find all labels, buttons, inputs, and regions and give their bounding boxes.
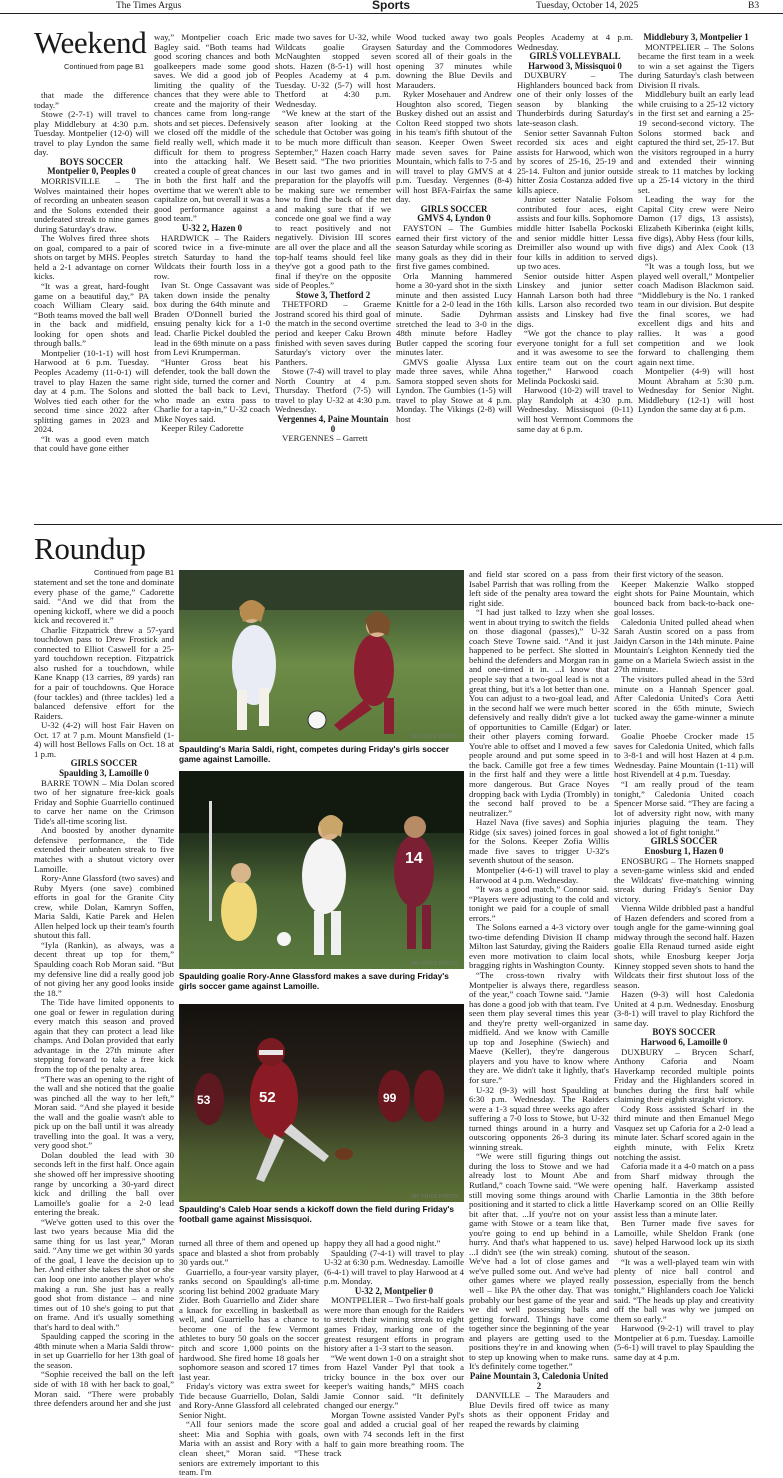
photo-goalie-save-image bbox=[179, 771, 464, 969]
paragraph: Caforia made it a 4-0 match on a pass from Sharf midway through the opening half. Haverkamp assisted Charlie Lamontia in the 38th before Haverkamp scored on an Ollie Reilly assist less than a minute later. bbox=[614, 1161, 754, 1219]
paragraph: Middlebury built an early lead while cruising to a 25-12 victory in the first set and earning a 25-19 second-second victory. The Solons stormed back and captured the third set, 25-17. But the visitors regrouped in a hurry and extended their winning streak to 11 matches by locking up a 25-14 victory in the third set. bbox=[638, 89, 754, 195]
paragraph: Hazen (9-3) will host Caledonia United at 4 p.m. Wednesday. Enosburg (3-8-1) will travel to play Richford the same day. bbox=[614, 989, 754, 1028]
subhead: Harwood 6, Lamoille 0 bbox=[640, 1036, 728, 1047]
subhead: GMVS 4, Lyndon 0 bbox=[417, 213, 491, 224]
paragraph: “I had just talked to Izzy when she went in about trying to switch the fields on those diagonal (passes),” U-32 coach Steve Towne said. “And it just happened to be perfect. She slotted in behind the defenders and Morgan ran in and one-timed it in. ...I know that people say that a two-goal lead is not a great thing, but it's a lot better than one. You can adjust to a two-goal lead, and in the second half we were much better defensively and really didn't give a lot of opportunities to Camille (Edgar) or their other players coming forward. You're able to offset and I moved a few people around and put some speed in the back. Camille got free a few times in the first half and they were a little more dangerous. But Grace Noyes dropping back with Lydia (Trombly) in the second half proved to be a neutralizer.” bbox=[469, 607, 609, 818]
paragraph: Keeper Makenzie Walko stopped eight shots for Paine Mountain, which bounced back from back-to-back one-goal losses. bbox=[614, 578, 754, 618]
subhead: Stowe 3, Thetford 2 bbox=[295, 289, 371, 300]
paragraph: Cody Ross assisted Scharf in the third minute and then Emanuel Mego Vasquez set up Caforia for a 2-0 lead a minute later. Scharf scored again in the eighth minute, with Felix Kretz notching the assist. bbox=[614, 1103, 754, 1162]
paragraph: “There was an opening to the right of the wall and she noticed that the goalie was pinched all the way to her left,” Moran said. “And she played it beside the wall and the goalie wasn't able to pick up on the ball until it was already travelling into the goal. It was a very, very good shot.” bbox=[34, 1073, 174, 1151]
paragraph: The visitors pulled ahead in the 53rd minute on a Hannah Spencer goal. After Caledonia United's Cora Aetti scored in the 65th minute, Swiech tucked away the game-winner a minute later. bbox=[614, 674, 754, 732]
subhead: GIRLS SOCCER bbox=[650, 836, 718, 847]
subhead: GIRLS SOCCER bbox=[420, 203, 488, 214]
paragraph: Caledonia United pulled ahead when Sarah Austin scored on a pass from Jaidyn Carson in the 14th minute. Paine Mountain's Leighton Kennedy tied the game on a Mariela Swiech assist in the 27th minute. bbox=[614, 616, 754, 675]
section-divider bbox=[34, 524, 782, 525]
subhead: BOYS SOCCER bbox=[59, 156, 124, 167]
svg-text:53: 53 bbox=[197, 1093, 211, 1107]
paragraph: MONTPELIER – Two first-half goals were more than enough for the Raiders to stretch their winning streak to eight games Friday, marking one of the greatest resurgent efforts in program history after a 1-3 start to the season. bbox=[324, 1295, 464, 1354]
subhead: Spaulding 3, Lamoille 0 bbox=[59, 767, 149, 778]
weekend-column-3 bbox=[275, 33, 391, 512]
subhead: Middlebury 3, Montpelier 1 bbox=[643, 32, 749, 42]
paragraph: “The cross-town rivalry with Montpelier is always there, regardless of the year,” coach Towne said. “Jamie has done a good job with that team. I've seen them play several times this year and they're pretty well-organized in midfield. And we know with Camille up top and Josephine (Swiech) and Maeve (Keller), they're dangerous players and you have to know where they are. We didn't take it lightly, that's for sure.” bbox=[469, 969, 609, 1085]
paragraph: “I am really proud of the team tonight,” Caledonia United coach Spencer Morse said. “They are facing a lot of adversity right now, with many injuries plaguing the team. They showed a lot of fight tonight.” bbox=[614, 779, 754, 837]
subhead: Enosburg 1, Hazen 0 bbox=[644, 845, 724, 856]
roundup-column-5 bbox=[614, 570, 754, 1450]
paragraph: “We went down 1-0 on a straight shot from Hazel Vander Pyl that took a tricky bounce in the box over our keeper's waiting hands,” MHS coach Jamie Connor said. “It definitely changed our energy.” bbox=[324, 1352, 464, 1411]
weekend-column-5 bbox=[517, 33, 633, 512]
photo-girls-soccer-saldi-image bbox=[179, 570, 464, 742]
subhead: U-32 2, Montpelier 0 bbox=[354, 1285, 434, 1296]
photo-caption: Spaulding's Caleb Hoar sends a kickoff down the field during Friday's football game against Missisquoi. bbox=[179, 1204, 455, 1224]
weekend-continued-line: Continued from page B1 bbox=[64, 62, 145, 71]
paragraph: Goalie Phoebe Crocker made 15 saves for Caledonia United, which falls to 3-8-1 and will host Hazen at 4 p.m. Wednesday. Paine Mountain (1-11) will host Rivendell at 4 p.m. Tuesday. bbox=[614, 731, 754, 780]
svg-text:52: 52 bbox=[259, 1089, 276, 1106]
svg-text:14: 14 bbox=[405, 850, 423, 867]
roundup-column-4 bbox=[469, 570, 609, 1450]
paragraph: “We knew at the start of the season after looking at the schedule that October was going to be much more difficult than September,” Hazen coach Harry Besett said. “The two priorities in our last two games and in preparation for the playoffs will be making sure we remember how to find the back of the net and making sure that if we concede one goal we find a way to react positively and not negatively. Division III scores are all over the place and all the top-half teams should feel like they've got a good path to the final if they're on the opposite side of Peoples.” bbox=[275, 108, 391, 291]
paragraph: Montpelier (4-6-1) will travel to play Harwood at 4 p.m. Wednesday. bbox=[469, 864, 609, 885]
paragraph: U-32 (9-3) will host Spaulding at 6:30 p.m. Wednesday. The Raiders were a 1-3 squad three weeks ago after suffering a 7-0 loss to Stowe, but U-32 turned things around in a hurry and outscoring opponents 26-3 during its winning streak. bbox=[469, 1084, 609, 1152]
subhead: Vergennes 4, Paine Mountain 0 bbox=[277, 413, 389, 434]
paragraph: and field star scored on a pass from Isabel Parrish that was rolling from the left side of the penalty area toward the right side. bbox=[469, 569, 609, 608]
paragraph: their first victory of the season. bbox=[614, 569, 724, 579]
subhead: Montpelier 0, Peoples 0 bbox=[47, 166, 136, 177]
paragraph: DUXBURY – Brycen Scharf, Anthony Caforia and Noam Haverkamp recorded multiple points Friday and the Highlanders scored in bunches during the first half while claiming their eighth straight victory. bbox=[614, 1046, 754, 1105]
paragraph: “It was a tough loss, but we played well overall,” Montpelier coach Madison Blackmon said. “Middlebury is the No. 1 ranked team in our division. But despite the final scores, we had excellent digs and hits and rallies. It was a good competition and we look forward to challenging them again next time. bbox=[638, 261, 754, 367]
paragraph: Junior setter Natalie Folsom contributed four aces, eight assists and four kills. Sophomore middle hitter Isabella Pockoski and senior middle hitter Lessa Dreimiller also wound up with four kills in addition to served up two aces. bbox=[517, 194, 633, 272]
photo-football-kickoff-image bbox=[179, 1004, 464, 1202]
paragraph: Morgan Towne assisted Vander Pyl's goal and added a crucial goal of her own with 74 seconds left in the first half to gain more breathing room. The track bbox=[324, 1409, 464, 1459]
photo-credit: JAY FRITZ PHOTO bbox=[410, 961, 458, 967]
paragraph: Orla Manning hammered home a 30-yard shot in the sixth minute and then assisted Lucy Knittle for a 2-0 lead in the 16th minute. Sadie Dyhrman stretched the lead to 3-0 in the 48th minute before Hadley Butler capped the scoring four minutes later. bbox=[396, 270, 512, 358]
paragraph: ENOSBURG – The Hornets snapped a seven-game winless skid and ended the Wildcats' five-matching winning streak during Friday's Senior Day victory. bbox=[614, 855, 754, 904]
subhead: U-32 2, Hazen 0 bbox=[181, 222, 243, 233]
paragraph: “We were still figuring things out during the loss to Stowe and we had already lost to Mount Abe and Rutland,” coach Towne said. “We were still moving some things around with positioning and it started to click a little bit after that. ...If you're not on your game with Stowe or a team like that, you're going to end up behind in a hurry. And that's what happened to us. ...I didn't see (the win streak) coming. We've had a lot of close games and we've pulled some out. And we've had other games where we played really well – like PA the other day. That was probably our best game of the year and we did well possessing balls and getting forward. Things have come together since the beginning of the year and players are getting used to the positions they're in and knowing when to step up knowing when to make runs. It's definitely come together.” bbox=[469, 1151, 609, 1372]
paragraph: happy they all had a good night.” bbox=[324, 1238, 441, 1248]
photo-football-kickoff bbox=[179, 1004, 464, 1202]
weekend-column-2 bbox=[154, 33, 270, 512]
svg-text:99: 99 bbox=[383, 1091, 397, 1105]
newspaper-name: The Times Argus bbox=[116, 1, 182, 11]
paragraph: “It was a well-played team win with plenty of nice ball control and possession, especially from the bench tonight,” Highlanders coach Joe Yalicki said. “The heads up play and creativity off the ball was why we jumped on them so early.” bbox=[614, 1256, 754, 1324]
subhead: GIRLS VOLLEYBALL bbox=[529, 51, 621, 62]
paragraph: that made the difference today.” bbox=[34, 90, 149, 110]
paragraph: Peoples Academy at 4 p.m. Wednesday. bbox=[517, 32, 633, 52]
paragraph: Charlie Fitzpatrick threw a 57-yard touchdown pass to Drew Frostick and connected to Elliot Caswell for a 25-yard touchdown reception. Fitzpatrick also rushed for a touchdown, while Kane Knapp (13 carries, 89 yards) ran for a pair of touchdowns. Que Horace (four tackles) and (three tackles) led a balanced defensive effort for the Raiders. bbox=[34, 624, 174, 721]
paragraph: “All four seniors made the score sheet: Mia and Sophia with goals, Maria with an assist and Rory with a clean sheet,” Moran said. “These seniors are extremely important to this team. I'm bbox=[179, 1419, 319, 1478]
paragraph: Vienna Wilde dribbled past a handful of Hazen defenders and scored from a tough angle for the game-winning goal midway through the second half. Hazen goalie Ella Renaud turned aside eight shots, while Enosburg keeper Jorja Kinney stopped seven shots to hand the Wildcats their first shutout loss of the season. bbox=[614, 903, 754, 990]
photo-girls-soccer-saldi bbox=[179, 570, 464, 742]
page-number: B3 bbox=[748, 1, 760, 11]
paragraph: Dolan doubled the lead with 30 seconds left in the first half. Once again she showed off her impressive shooting range by uncorking a 30-yard direct kick and drilling the ball over Lamoille's goalie for a 2-0 lead entering the break. bbox=[34, 1149, 174, 1218]
issue-date: Tuesday, October 14, 2025 bbox=[536, 1, 639, 11]
paragraph: Stowe (7-4) will travel to play North Country at 4 p.m. Thursday. Thetford (7-5) will travel to play U-32 at 4:30 p.m. Wednesday. bbox=[275, 366, 391, 415]
paragraph: The Wolves fired three shots on goal, compared to a pair of shots on target by MHS. Peoples held a 2-1 advantage on corner kicks. bbox=[34, 233, 149, 282]
paragraph: Friday's victory was extra sweet for Tide because Guarriello, Dolan, Saldi and Rory-Anne Glassford all celebrated Senior Night. bbox=[179, 1381, 319, 1420]
paragraph: Ben Turner made five saves for Lamoille, while Sheldon Frank (one save) helped Harwood lock up its sixth shutout of the season. bbox=[614, 1218, 754, 1258]
subhead: Paine Mountain 3, Caledonia United 2 bbox=[469, 1370, 609, 1391]
paragraph: Harwood (9-2-1) will travel to play Montpelier at 6 p.m. Tuesday. Lamoille (5-6-1) will travel to play Spaulding the same day at 4 p.m. bbox=[614, 1323, 754, 1363]
weekend-column-1 bbox=[34, 91, 149, 512]
paragraph: DANVILLE – The Marauders and Blue Devils fired off twice as many shots as their opponent Friday and reaped the rewards by claiming bbox=[469, 1390, 609, 1429]
subhead: GIRLS SOCCER bbox=[70, 758, 138, 769]
paragraph: THETFORD – Graeme Jostrand scored his third goal of the match in the second overtime period and keeper Caku Brown finished with seven saves during Saturday's victory over the Panthers. bbox=[275, 299, 391, 367]
paragraph: Spaulding (7-4-1) will travel to play U-32 at 6:30 p.m. Wednesday. Lamoille (6-4-1) will travel to play Harwood at 4 p.m. Monday. bbox=[324, 1247, 464, 1287]
paragraph: Hazel Nava (five saves) and Sophia Ridge (six saves) joined forces in goal for the Solons. Keeper Zofia Willis made five saves to trigger U-32's seventh shutout of the season. bbox=[469, 817, 609, 866]
paragraph: Rory-Anne Glassford (two saves) and Ruby Myers (one save) combined efforts in goal for the Granite City crew, while Dolan, Kamryn Soffen, Maria Saldi, Katie Parek and Helen Allen helped lock up their team's fourth shutout this fall. bbox=[34, 873, 174, 941]
photo-caption: Spaulding's Maria Saldi, right, competes during Friday's girls soccer game against Lamoille. bbox=[179, 744, 449, 764]
photo-goalie-save bbox=[179, 771, 464, 969]
photo-caption: Spaulding goalie Rory-Anne Glassford makes a save during Friday's girls soccer game against Lamoille. bbox=[179, 971, 449, 991]
paragraph: HARDWICK – The Raiders scored twice in a five-minute stretch Saturday to hand the Wildcats their fourth loss in a row. bbox=[154, 232, 270, 281]
weekend-column-6 bbox=[638, 33, 754, 512]
paragraph: Senior setter Savannah Fulton recorded six aces and eight assists for Harwood, which won by scores of 25-16, 25-19 and 25-14. Fulton and junior outside hitter Zosia Costanza added five kills apiece. bbox=[517, 127, 633, 195]
paragraph: Keeper Riley Cadorette bbox=[161, 423, 244, 434]
paragraph: “It was a great, hard-fought game on a beautiful day,” PA coach William Cleary said. “Both teams moved the ball well in the back and midfield, looking for open shots and through balls.” bbox=[34, 281, 149, 349]
roundup-column-3 bbox=[324, 1238, 464, 1459]
paragraph: “We've gotten used to this over the last two years because Mia did the same thing for us last year,” Moran said. “Any time we get within 30 yards of the goal, I leave the decision up to her. And either she takes the shot or she can loop one into another player who's making a run. She just has a really good shot from distance – and nine times out of 10 she's going to put that on frame. And it's usually something that's hard to deal with.” bbox=[34, 1216, 174, 1332]
roundup-headline: Roundup bbox=[34, 531, 146, 566]
paragraph: “It was a good even match that could have gone either bbox=[34, 433, 149, 454]
subhead: BOYS SOCCER bbox=[652, 1027, 716, 1038]
paragraph: Montpelier (4-9) will host Mount Abraham at 5:30 p.m. Wednesday for Senior Night. Middlebury (12-1) will host Lyndon the same day at 6 p.m. bbox=[638, 366, 754, 415]
paragraph: statement and set the tone and dominate every phase of the game,” Cadorette said. “And we did that from the opening kickoff, where we did a pooch kick and recovered it.” bbox=[34, 577, 174, 626]
paragraph: Leading the way for the Capital City crew were Neiro Damon (17 digs, 13 assists), Elizabeth Kiberinka (eight kills, five digs), Abby Hess (four kills, five digs) and Alex Cook (13 digs). bbox=[638, 194, 754, 262]
photo-credit: JAY FRITZ PHOTO bbox=[410, 1194, 458, 1200]
paragraph: “Hunter Gross beat his defender, took the ball down the right side, turned the corner and slotted the ball back to Levi, who made an extra pass to Charlie for a tap-in,” U-32 coach Mike Noyes said. bbox=[154, 356, 270, 424]
weekend-column-4 bbox=[396, 33, 512, 512]
paragraph: Spaulding capped the scoring in the 48th minute when a Maria Saldi throw-in set up Guarriello for her 13th goal of the season. bbox=[34, 1331, 174, 1370]
paragraph: Stowe (2-7-1) will travel to play Middlebury at 4:30 p.m. Tuesday. Montpelier (12-0) will travel to play Lyndon the same day. bbox=[34, 109, 149, 158]
paragraph: Senior outside hitter Aspen Linskey and junior setter Hannah Larson both had three kills. Larson also recorded two assists and Linskey had five digs. bbox=[517, 270, 633, 329]
paragraph: And boosted by another dynamite defensive performance, the Tide extended their unbeaten streak to five matches with a shutout victory over Lamoille. bbox=[34, 825, 174, 874]
page-header bbox=[0, 0, 783, 14]
roundup-column-2 bbox=[179, 1238, 319, 1478]
paragraph: “We got the chance to play everyone tonight for a full set and it was awesome to see the entire team out on the court together,” Harwood coach Melinda Pockoski said. bbox=[517, 328, 633, 386]
paragraph: made two saves for U-32, while Wildcats goalie Graysen McNaughten stopped seven shots. Hazen (8-5-1) will host Peoples Academy at 4 p.m. Tuesday. U-32 (5-7) will host Thetford at 4:30 p.m. Wednesday. bbox=[275, 32, 391, 109]
paragraph: Wood tucked away two goals Saturday and the Commodores scored all of their goals in the opening 37 minutes while downing the Blue Devils and Marauders. bbox=[396, 32, 512, 90]
paragraph: Ryker Mosehauer and Andrew Houghton also scored, Tiegen Buskey dished out an assist and Colton Reed stopped two shots in his team's fifth shutout of the season. Keeper Owen Sweet made seven saves for Paine Mountain, which falls to 7-5 and will travel to play GMVS at 4 p.m. Tuesday. Vergennes (8-4) will host BFA-Fairfax the same day. bbox=[396, 89, 512, 205]
roundup-continued-line: Continued from page B1 bbox=[94, 568, 175, 577]
section-name: Sports bbox=[372, 0, 411, 12]
paragraph: VERGENNES – Garrett bbox=[282, 433, 368, 444]
paragraph: The Tide have limited opponents to one goal or fewer in regulation during every match this season and proved again that they can protect a lead like champs. And Dolan provided that early advantage in the 27th minute after stepping forward to take a free kick from the top of the penalty area. bbox=[34, 997, 174, 1074]
paragraph: “Sophie received the ball on the left side of with 18 with her back to goal,” Moran said. “There were probably three defenders around her and she just bbox=[34, 1369, 174, 1409]
paragraph: Ivan St. Onge Cassavant was taken down inside the penalty box during the 64th minute and Braden O'Donnell buried the ensuing penalty kick for a 1-0 lead. Charlie Pickel doubled the lead in the 69th minute on a pass from Levi Krumperman. bbox=[154, 280, 270, 358]
paragraph: Harwood (10-2) will travel to play Randolph at 4:30 p.m. Wednesday. Missisquoi (0-11) will host Vermont Commons the same day at 6 p.m. bbox=[517, 385, 633, 434]
paragraph: “Iyla (Rankin), as always, was a decent threat up top for them,” Spaulding coach Rob Moran said. “But my defensive line did a really good job of not giving her any good looks inside the 18.” bbox=[34, 939, 174, 998]
paragraph: Montpelier (10-1-1) will host Harwood at 6 p.m. Tuesday. Peoples Academy (11-0-1) will travel to play Hazen the same day at 4 p.m. The Solons and Wolves tied each other for the second time since 2022 after splitting games in 2023 and 2024. bbox=[34, 347, 149, 435]
paragraph: turned all three of them and opened up space and blasted a shot from probably 30 yards out.” bbox=[179, 1238, 319, 1268]
paragraph: The Solons earned a 4-3 victory over two-time defending Division II champ Milton last Saturday, giving the Raiders even more motivation to claim local bragging rights in Washington County. bbox=[469, 922, 609, 971]
paragraph: “It was a good match,” Connor said. “Players were adjusting to the cold and tonight we paid for a couple of small errors.” bbox=[469, 884, 609, 923]
paragraph: GMVS goalie Alyssa Lux made three saves, while Ahna Samora stopped seven shots for Lyndon. The Gumbies (1-5) will travel to play Stowe at 4 p.m. Monday. The Vikings (2-8) will host bbox=[396, 356, 512, 424]
paragraph: Guarriello, a four-year varsity player, ranks second on Spaulding's all-time scoring list behind 2002 graduate Mary Zider. Both Guarriello and Zider share a knack for excelling in basketball as well, and Guarriello has a chance to become one of the few Vermont athletes to bury 50 goals on the soccer pitch and score 1,000 points on the hardwood. She fired home 18 goals her sophomore season and scored 17 times last year. bbox=[179, 1266, 319, 1382]
paragraph: MORRISVILLE – The Wolves maintained their hopes of recording an unbeaten season and the Solons extended their undefeated streak to nine games during Saturday's draw. bbox=[34, 176, 149, 234]
weekend-headline: Weekend bbox=[34, 25, 147, 60]
roundup-column-1 bbox=[34, 578, 174, 1450]
paragraph: way,” Montpelier coach Eric Bagley said. “Both teams had good scoring chances and both goalkeepers made some good saves. We did a good job of limiting the quality of the chances that they were able to create and the majority of their chances came from long-range shots and set pieces. Defensively we closed off the middle of the field really well, which made it difficult for them to progress into the attacking half. We created a couple of great chances in both the first half and the overtime that we weren't able to capitalize on, but overall it was a good performance against a good team.” bbox=[154, 32, 270, 224]
paragraph: BARRE TOWN – Mia Dolan scored two of her signature free-kick goals Friday and Sophie Guarriello continued to carve her name on the Crimson Tide's all-time scoring list. bbox=[34, 777, 174, 826]
photo-credit: JAY FRITZ PHOTO bbox=[410, 734, 458, 740]
paragraph: MONTPELIER – The Solons became the first team in a week to win a set against the Tigers during Saturday's clash between Division II rivals. bbox=[638, 41, 754, 90]
subhead: Harwood 3, Missisquoi 0 bbox=[528, 60, 622, 71]
paragraph: U-32 (4-2) will host Fair Haven on Oct. 17 at 7 p.m. Mount Mansfield (1-4) will host Bellows Falls on Oct. 18 at 1 p.m. bbox=[34, 720, 174, 759]
paragraph: FAYSTON – The Gumbies earned their first victory of the season Saturday while scoring as many goals as they did in their first five games combined. bbox=[396, 223, 512, 272]
paragraph: DUXBURY – The Highlanders bounced back from one of their only losses of the season by blanking the Thunderbirds during Saturday's late-season clash. bbox=[517, 70, 633, 129]
